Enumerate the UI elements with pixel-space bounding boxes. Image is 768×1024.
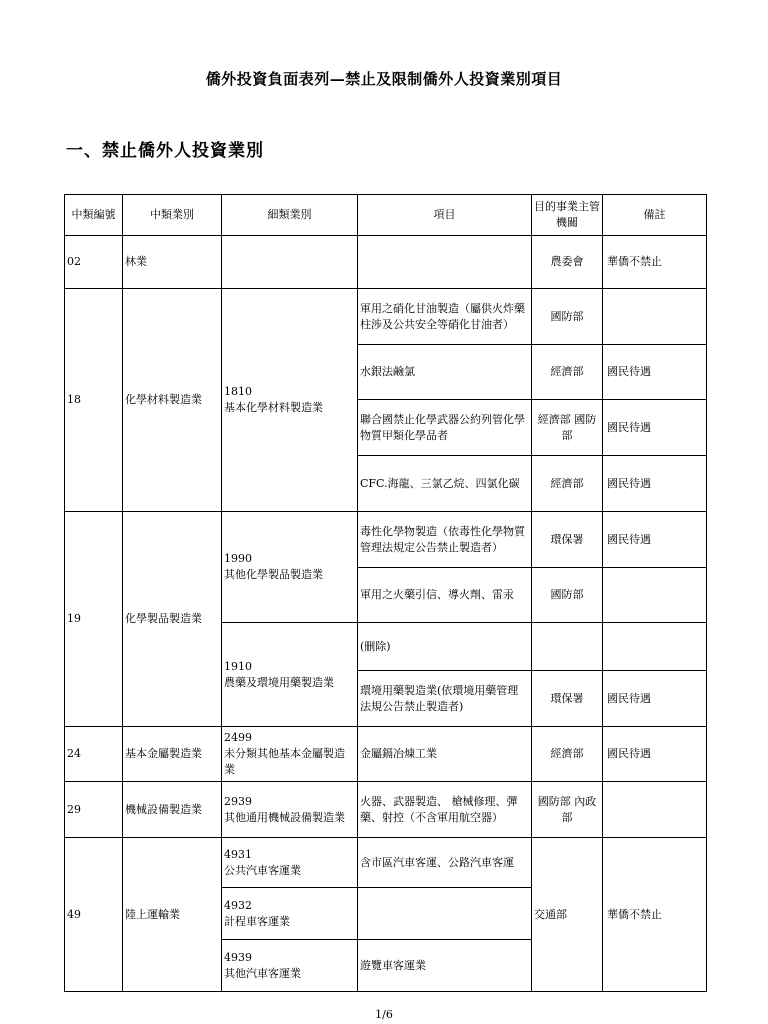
agency-cell: 國防部 內政部 — [532, 782, 603, 838]
subcategory-code: 4932 — [224, 898, 252, 912]
agency-cell: 經濟部 國防部 — [532, 400, 603, 456]
item-cell: 環境用藥製造業(依環境用藥管理法規公告禁止製造者) — [358, 671, 532, 727]
agency-cell: 經濟部 — [532, 727, 603, 782]
remark-cell: 國民待遇 — [603, 345, 707, 400]
code-cell: 29 — [65, 782, 123, 838]
item-cell: 毒性化學物製造（依毒性化學物質管理法規定公告禁止製造者） — [358, 512, 532, 568]
subcategory-cell — [222, 727, 358, 782]
subcategory-name: 計程車客運業 — [224, 914, 290, 928]
agency-cell — [532, 623, 603, 671]
code-cell: 24 — [65, 727, 123, 782]
table-row — [65, 838, 707, 888]
header-subcategory: 細類業別 — [222, 195, 358, 236]
code-cell: 02 — [65, 236, 123, 289]
subcategory-name: 農藥及環境用藥製造業 — [224, 675, 334, 689]
header-item: 項目 — [358, 195, 532, 236]
subcategory-cell — [222, 236, 358, 289]
header-remark: 備註 — [603, 195, 707, 236]
remark-cell: 國民待遇 — [603, 727, 707, 782]
agency-cell: 環保署 — [532, 512, 603, 568]
subcategory-cell — [222, 940, 358, 992]
agency-cell: 農委會 — [532, 236, 603, 289]
remark-cell: 華僑不禁止 — [603, 236, 707, 289]
subcategory-code: 1990 — [224, 552, 252, 565]
category-cell: 陸上運輸業 — [123, 838, 222, 992]
page-number: 1/6 — [375, 1008, 393, 1021]
header-agency: 目的事業主管機關 — [532, 195, 603, 236]
item-cell: CFC.海龍、三氯乙烷、四氯化碳 — [358, 456, 532, 512]
subcategory-cell — [222, 512, 358, 623]
category-cell: 機械設備製造業 — [123, 782, 222, 838]
item-cell: (刪除) — [358, 623, 532, 671]
section-heading: 一、禁止僑外人投資業別 — [66, 141, 264, 161]
remark-cell: 國民待遇 — [603, 671, 707, 727]
agency-cell: 交通部 — [532, 838, 603, 992]
agency-cell: 國防部 — [532, 568, 603, 623]
subcategory-code: 2939 — [224, 794, 252, 808]
subcategory-code: 1810 — [224, 385, 252, 398]
category-cell: 林業 — [123, 236, 222, 289]
remark-cell — [603, 289, 707, 345]
remark-cell — [603, 782, 707, 838]
item-cell — [358, 236, 532, 289]
item-cell: 火器、武器製造、 槍械修理、彈藥、射控（不含軍用航空器） — [358, 782, 532, 838]
subcategory-cell — [222, 888, 358, 940]
table-row — [65, 289, 707, 345]
item-cell — [358, 888, 532, 940]
subcategory-cell — [222, 782, 358, 838]
table-row — [65, 512, 707, 568]
subcategory-cell — [222, 623, 358, 727]
table-row — [65, 236, 707, 289]
remark-cell — [603, 623, 707, 671]
subcategory-name: 基本化學材料製造業 — [224, 401, 323, 414]
agency-cell: 國防部 — [532, 289, 603, 345]
agency-cell: 經濟部 — [532, 456, 603, 512]
code-cell: 18 — [65, 289, 123, 512]
remark-cell: 國民待遇 — [603, 456, 707, 512]
subcategory-name: 其他通用機械設備製造業 — [224, 810, 345, 824]
prohibited-industries-table — [64, 194, 707, 992]
subcategory-name: 其他汽車客運業 — [224, 966, 301, 980]
subcategory-code: 1910 — [224, 659, 252, 673]
agency-cell: 經濟部 — [532, 345, 603, 400]
code-cell: 49 — [65, 838, 123, 992]
table-row — [65, 782, 707, 838]
item-cell: 遊覽車客運業 — [358, 940, 532, 992]
agency-cell: 環保署 — [532, 671, 603, 727]
remark-cell: 國民待遇 — [603, 400, 707, 456]
subcategory-code: 2499 — [224, 731, 252, 744]
subcategory-code: 4939 — [224, 950, 252, 964]
item-cell: 金屬鎘冶煉工業 — [358, 727, 532, 782]
item-cell: 軍用之硝化甘油製造（屬供火炸藥柱涉及公共安全等硝化甘油者） — [358, 289, 532, 345]
subcategory-code: 4931 — [224, 847, 252, 861]
category-cell: 基本金屬製造業 — [123, 727, 222, 782]
code-cell: 19 — [65, 512, 123, 727]
subcategory-name: 其他化學製品製造業 — [224, 568, 323, 581]
header-category: 中類業別 — [123, 195, 222, 236]
item-cell: 含市區汽車客運、公路汽車客運 — [358, 838, 532, 888]
subcategory-cell — [222, 838, 358, 888]
document-title: 僑外投資負面表列—禁止及限制僑外人投資業別項目 — [205, 70, 563, 88]
remark-cell — [603, 568, 707, 623]
subcategory-cell — [222, 289, 358, 512]
table-row — [65, 727, 707, 782]
remark-cell: 國民待遇 — [603, 512, 707, 568]
item-cell: 軍用之火藥引信、導火劑、雷汞 — [358, 568, 532, 623]
header-code: 中類編號 — [65, 195, 123, 236]
remark-cell: 華僑不禁止 — [603, 838, 707, 992]
subcategory-name: 公共汽車客運業 — [224, 863, 301, 877]
category-cell: 化學製品製造業 — [123, 512, 222, 727]
item-cell: 聯合國禁止化學武器公約列管化學物質甲類化學品者 — [358, 400, 532, 456]
item-cell: 水銀法鹼氯 — [358, 345, 532, 400]
table-header-row — [65, 195, 707, 236]
subcategory-name: 未分類其他基本金屬製造業 — [224, 747, 345, 776]
category-cell: 化學材料製造業 — [123, 289, 222, 512]
